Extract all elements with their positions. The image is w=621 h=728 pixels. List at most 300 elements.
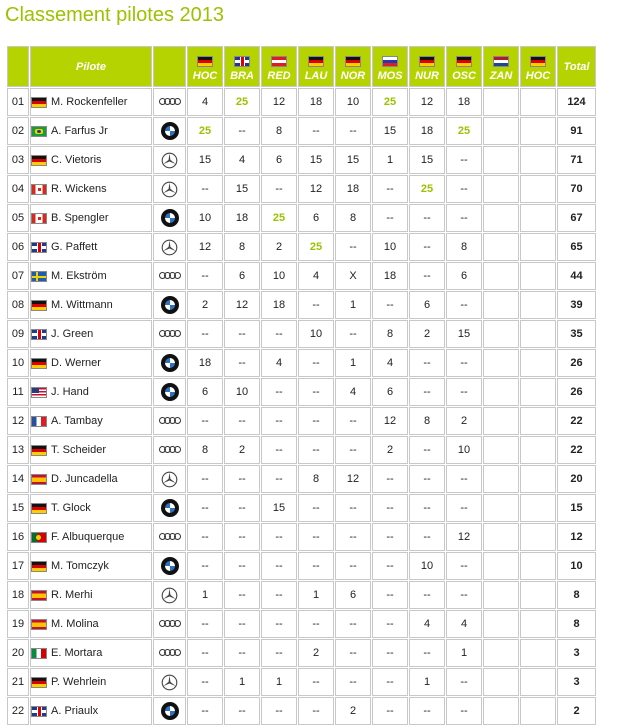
- result-cell: 15: [261, 494, 297, 522]
- result-cell: 2: [298, 639, 334, 667]
- pilote-name: T. Glock: [51, 502, 91, 514]
- result-cell: 12: [372, 407, 408, 435]
- result-cell: [483, 204, 519, 232]
- result-cell: --: [372, 697, 408, 725]
- result-cell: [483, 291, 519, 319]
- position-cell: 01: [7, 88, 29, 116]
- result-cell: --: [409, 523, 445, 551]
- result-cell: 2: [335, 697, 371, 725]
- result-cell: --: [298, 407, 334, 435]
- result-cell: 25: [261, 204, 297, 232]
- position-cell: 11: [7, 378, 29, 406]
- result-cell: --: [335, 494, 371, 522]
- pilote-name: J. Hand: [51, 386, 89, 398]
- result-cell: --: [298, 349, 334, 377]
- bmw-logo-icon: [161, 702, 179, 720]
- result-cell: 10: [409, 552, 445, 580]
- pilote-cell[interactable]: [30, 407, 152, 435]
- pilote-name: E. Mortara: [51, 647, 103, 659]
- total-cell: 26: [557, 349, 596, 377]
- result-cell: --: [224, 581, 260, 609]
- result-cell: --: [298, 436, 334, 464]
- result-cell: --: [187, 523, 223, 551]
- result-cell: X: [335, 262, 371, 290]
- result-cell: 25: [298, 233, 334, 261]
- pilote-cell[interactable]: [30, 494, 152, 522]
- flag-it-icon: [31, 648, 47, 659]
- result-cell: --: [224, 552, 260, 580]
- table-row[interactable]: [7, 639, 596, 667]
- bmw-logo-icon: [161, 296, 179, 314]
- result-cell: 25: [224, 88, 260, 116]
- result-cell: 8: [298, 465, 334, 493]
- result-cell: --: [261, 523, 297, 551]
- result-cell: 15: [187, 146, 223, 174]
- position-cell: 05: [7, 204, 29, 232]
- position-cell: 21: [7, 668, 29, 696]
- result-cell: 1: [409, 668, 445, 696]
- pilote-name: M. Rockenfeller: [51, 96, 128, 108]
- pilote-cell[interactable]: [30, 117, 152, 145]
- pilote-cell[interactable]: [30, 233, 152, 261]
- table-row[interactable]: [7, 320, 596, 348]
- table-row[interactable]: [7, 697, 596, 725]
- mercedes-logo-icon: [161, 587, 178, 604]
- result-cell: --: [446, 581, 482, 609]
- result-cell: 2: [224, 436, 260, 464]
- result-cell: [520, 436, 556, 464]
- table-row[interactable]: [7, 146, 596, 174]
- pilote-cell[interactable]: [30, 291, 152, 319]
- pilote-cell[interactable]: [30, 697, 152, 725]
- result-cell: 15: [372, 117, 408, 145]
- audi-logo-icon: [159, 330, 181, 338]
- flag-de-icon: [419, 56, 435, 67]
- pilote-cell[interactable]: [30, 610, 152, 638]
- table-row[interactable]: [7, 552, 596, 580]
- result-cell: --: [224, 407, 260, 435]
- result-cell: 18: [261, 291, 297, 319]
- flag-de-icon: [31, 445, 47, 456]
- result-cell: 1: [187, 581, 223, 609]
- result-cell: --: [335, 523, 371, 551]
- team-cell: [153, 610, 186, 638]
- result-cell: 15: [298, 146, 334, 174]
- race-code: LAU: [304, 70, 328, 82]
- result-cell: --: [224, 117, 260, 145]
- race-code: HOC: [192, 70, 218, 82]
- total-cell: 22: [557, 407, 596, 435]
- flag-pt-icon: [31, 532, 47, 543]
- total-cell: 20: [557, 465, 596, 493]
- result-cell: --: [409, 465, 445, 493]
- result-cell: [520, 117, 556, 145]
- result-cell: [520, 523, 556, 551]
- pilote-name: G. Paffett: [51, 241, 98, 253]
- position-cell: 17: [7, 552, 29, 580]
- table-row[interactable]: [7, 88, 596, 116]
- table-row[interactable]: [7, 204, 596, 232]
- result-cell: --: [187, 262, 223, 290]
- result-cell: [483, 349, 519, 377]
- flag-de-icon: [197, 56, 213, 67]
- audi-logo-icon: [159, 417, 181, 425]
- result-cell: --: [298, 378, 334, 406]
- team-cell: [153, 639, 186, 667]
- result-cell: 2: [372, 436, 408, 464]
- result-cell: --: [446, 175, 482, 203]
- result-cell: --: [224, 523, 260, 551]
- result-cell: [520, 378, 556, 406]
- position-cell: 13: [7, 436, 29, 464]
- result-cell: --: [446, 668, 482, 696]
- result-cell: 4: [446, 610, 482, 638]
- result-cell: [483, 117, 519, 145]
- result-cell: --: [335, 668, 371, 696]
- result-cell: [520, 465, 556, 493]
- result-cell: --: [335, 320, 371, 348]
- team-cell: [153, 349, 186, 377]
- result-cell: 15: [409, 146, 445, 174]
- total-cell: 26: [557, 378, 596, 406]
- position-cell: 15: [7, 494, 29, 522]
- result-cell: 6: [261, 146, 297, 174]
- table-row[interactable]: [7, 378, 596, 406]
- result-cell: 15: [335, 146, 371, 174]
- result-cell: --: [187, 552, 223, 580]
- pilote-name: D. Juncadella: [51, 473, 118, 485]
- result-cell: 10: [298, 320, 334, 348]
- flag-de-icon: [345, 56, 361, 67]
- flag-gb-icon: [31, 706, 47, 717]
- total-cell: 2: [557, 697, 596, 725]
- result-cell: 2: [187, 291, 223, 319]
- header-race-2[interactable]: [261, 46, 297, 87]
- team-cell: [153, 436, 186, 464]
- position-cell: 16: [7, 523, 29, 551]
- table-row[interactable]: [7, 610, 596, 638]
- table-row[interactable]: [7, 668, 596, 696]
- header-race-7[interactable]: [446, 46, 482, 87]
- result-cell: --: [224, 494, 260, 522]
- result-cell: --: [298, 697, 334, 725]
- flag-de-icon: [31, 358, 47, 369]
- pilote-name: C. Vietoris: [51, 154, 102, 166]
- pilote-name: F. Albuquerque: [51, 531, 125, 543]
- result-cell: 8: [446, 233, 482, 261]
- position-cell: 18: [7, 581, 29, 609]
- total-cell: 35: [557, 320, 596, 348]
- result-cell: [483, 465, 519, 493]
- header-race-3[interactable]: [298, 46, 334, 87]
- total-cell: 8: [557, 610, 596, 638]
- result-cell: [483, 262, 519, 290]
- result-cell: 8: [224, 233, 260, 261]
- result-cell: --: [261, 697, 297, 725]
- result-cell: [483, 233, 519, 261]
- pilote-name: D. Werner: [51, 357, 101, 369]
- table-row[interactable]: [7, 349, 596, 377]
- result-cell: 2: [446, 407, 482, 435]
- pilote-cell[interactable]: [30, 175, 152, 203]
- pilote-cell[interactable]: [30, 581, 152, 609]
- pilote-cell[interactable]: [30, 320, 152, 348]
- bmw-logo-icon: [161, 383, 179, 401]
- result-cell: 8: [409, 407, 445, 435]
- flag-de-icon: [530, 56, 546, 67]
- result-cell: 18: [446, 88, 482, 116]
- total-cell: 67: [557, 204, 596, 232]
- result-cell: 10: [372, 233, 408, 261]
- result-cell: --: [187, 494, 223, 522]
- result-cell: 8: [372, 320, 408, 348]
- result-cell: 12: [446, 523, 482, 551]
- result-cell: --: [335, 407, 371, 435]
- position-cell: 19: [7, 610, 29, 638]
- result-cell: [483, 552, 519, 580]
- audi-logo-icon: [159, 649, 181, 657]
- result-cell: --: [335, 436, 371, 464]
- total-cell: 44: [557, 262, 596, 290]
- result-cell: --: [446, 349, 482, 377]
- result-cell: [483, 175, 519, 203]
- mercedes-logo-icon: [161, 471, 178, 488]
- result-cell: 10: [261, 262, 297, 290]
- result-cell: --: [446, 552, 482, 580]
- flag-ru-icon: [382, 56, 398, 67]
- bmw-logo-icon: [161, 209, 179, 227]
- position-cell: 04: [7, 175, 29, 203]
- result-cell: --: [187, 465, 223, 493]
- result-cell: 6: [446, 262, 482, 290]
- team-cell: [153, 88, 186, 116]
- pilote-cell[interactable]: [30, 465, 152, 493]
- result-cell: --: [224, 349, 260, 377]
- result-cell: --: [372, 610, 408, 638]
- header-race-0[interactable]: [187, 46, 223, 87]
- flag-gb-icon: [31, 242, 47, 253]
- result-cell: [483, 320, 519, 348]
- result-cell: [483, 407, 519, 435]
- pilote-cell[interactable]: [30, 262, 152, 290]
- team-cell: [153, 668, 186, 696]
- total-cell: 3: [557, 668, 596, 696]
- header-race-8[interactable]: [483, 46, 519, 87]
- result-cell: 12: [224, 291, 260, 319]
- pilote-cell[interactable]: [30, 349, 152, 377]
- result-cell: 25: [409, 175, 445, 203]
- pilote-name: B. Spengler: [51, 212, 109, 224]
- flag-de-icon: [31, 677, 47, 688]
- header-pos: [7, 46, 29, 87]
- result-cell: --: [409, 436, 445, 464]
- result-cell: --: [298, 117, 334, 145]
- result-cell: --: [372, 552, 408, 580]
- result-cell: 6: [224, 262, 260, 290]
- result-cell: --: [372, 175, 408, 203]
- result-cell: [483, 88, 519, 116]
- result-cell: 18: [372, 262, 408, 290]
- team-cell: [153, 465, 186, 493]
- team-cell: [153, 262, 186, 290]
- result-cell: [520, 349, 556, 377]
- pilote-cell[interactable]: [30, 88, 152, 116]
- pilote-cell[interactable]: [30, 204, 152, 232]
- result-cell: --: [261, 320, 297, 348]
- result-cell: [520, 262, 556, 290]
- result-cell: --: [224, 697, 260, 725]
- result-cell: --: [335, 552, 371, 580]
- pilote-name: A. Farfus Jr: [51, 125, 108, 137]
- result-cell: --: [409, 697, 445, 725]
- table-row[interactable]: [7, 581, 596, 609]
- result-cell: 4: [187, 88, 223, 116]
- position-cell: 10: [7, 349, 29, 377]
- flag-de-icon: [31, 155, 47, 166]
- result-cell: --: [187, 668, 223, 696]
- result-cell: --: [446, 494, 482, 522]
- table-row[interactable]: [7, 262, 596, 290]
- result-cell: --: [409, 349, 445, 377]
- flag-de-icon: [31, 503, 47, 514]
- table-row[interactable]: [7, 291, 596, 319]
- flag-de-icon: [308, 56, 324, 67]
- result-cell: 4: [372, 349, 408, 377]
- result-cell: --: [261, 610, 297, 638]
- result-cell: --: [187, 639, 223, 667]
- header-race-6[interactable]: [409, 46, 445, 87]
- result-cell: 10: [335, 88, 371, 116]
- total-cell: 91: [557, 117, 596, 145]
- position-cell: 06: [7, 233, 29, 261]
- table-row[interactable]: [7, 465, 596, 493]
- result-cell: 4: [261, 349, 297, 377]
- table-row[interactable]: [7, 436, 596, 464]
- race-code: BRA: [230, 70, 254, 82]
- pilote-cell[interactable]: [30, 436, 152, 464]
- pilote-name: M. Molina: [51, 618, 99, 630]
- race-code: ZAN: [489, 70, 513, 82]
- result-cell: 25: [372, 88, 408, 116]
- total-cell: 10: [557, 552, 596, 580]
- result-cell: [520, 407, 556, 435]
- result-cell: 4: [224, 146, 260, 174]
- result-cell: [520, 494, 556, 522]
- result-cell: [520, 320, 556, 348]
- result-cell: 15: [224, 175, 260, 203]
- result-cell: --: [335, 610, 371, 638]
- header-race-4[interactable]: [335, 46, 371, 87]
- result-cell: 1: [298, 581, 334, 609]
- pilote-cell[interactable]: [30, 668, 152, 696]
- result-cell: --: [409, 581, 445, 609]
- result-cell: [520, 639, 556, 667]
- pilote-cell[interactable]: [30, 146, 152, 174]
- result-cell: --: [372, 291, 408, 319]
- result-cell: [520, 88, 556, 116]
- pilote-cell[interactable]: [30, 639, 152, 667]
- table-row[interactable]: [7, 407, 596, 435]
- header-total[interactable]: Total: [557, 46, 596, 87]
- result-cell: --: [187, 697, 223, 725]
- table-row[interactable]: [7, 117, 596, 145]
- flag-gb-icon: [234, 56, 250, 67]
- result-cell: --: [187, 175, 223, 203]
- result-cell: --: [224, 610, 260, 638]
- result-cell: 4: [298, 262, 334, 290]
- result-cell: --: [261, 175, 297, 203]
- result-cell: --: [261, 639, 297, 667]
- position-cell: 07: [7, 262, 29, 290]
- result-cell: [520, 204, 556, 232]
- pilote-name: P. Wehrlein: [51, 676, 107, 688]
- pilote-cell[interactable]: [30, 552, 152, 580]
- table-row[interactable]: [7, 494, 596, 522]
- standings-body: [7, 88, 596, 725]
- result-cell: [483, 494, 519, 522]
- result-cell: 10: [187, 204, 223, 232]
- result-cell: --: [409, 378, 445, 406]
- team-cell: [153, 523, 186, 551]
- result-cell: 1: [335, 349, 371, 377]
- result-cell: [520, 233, 556, 261]
- bmw-logo-icon: [161, 122, 179, 140]
- total-cell: 71: [557, 146, 596, 174]
- result-cell: [520, 668, 556, 696]
- result-cell: --: [446, 291, 482, 319]
- pilote-name: M. Wittmann: [51, 299, 113, 311]
- result-cell: 2: [261, 233, 297, 261]
- position-cell: 20: [7, 639, 29, 667]
- header-race-5[interactable]: [372, 46, 408, 87]
- result-cell: 12: [261, 88, 297, 116]
- position-cell: 03: [7, 146, 29, 174]
- pilote-name: A. Tambay: [51, 415, 103, 427]
- result-cell: --: [335, 639, 371, 667]
- table-row[interactable]: [7, 233, 596, 261]
- result-cell: 12: [298, 175, 334, 203]
- result-cell: [483, 668, 519, 696]
- result-cell: 2: [409, 320, 445, 348]
- result-cell: --: [261, 465, 297, 493]
- flag-br-icon: [31, 126, 47, 137]
- mercedes-logo-icon: [161, 181, 178, 198]
- result-cell: 10: [224, 378, 260, 406]
- result-cell: --: [224, 639, 260, 667]
- table-row[interactable]: [7, 175, 596, 203]
- result-cell: 6: [335, 581, 371, 609]
- position-cell: 08: [7, 291, 29, 319]
- table-header-row: [7, 46, 596, 87]
- team-cell: [153, 175, 186, 203]
- table-row[interactable]: [7, 523, 596, 551]
- result-cell: 1: [224, 668, 260, 696]
- result-cell: --: [261, 581, 297, 609]
- header-team: [153, 46, 186, 87]
- result-cell: --: [409, 639, 445, 667]
- header-race-1[interactable]: [224, 46, 260, 87]
- header-pilote[interactable]: Pilote: [30, 46, 152, 87]
- pilote-cell[interactable]: [30, 378, 152, 406]
- pilote-cell[interactable]: [30, 523, 152, 551]
- total-cell: 70: [557, 175, 596, 203]
- result-cell: --: [446, 146, 482, 174]
- result-cell: [483, 697, 519, 725]
- result-cell: --: [224, 465, 260, 493]
- header-race-9[interactable]: [520, 46, 556, 87]
- team-cell: [153, 378, 186, 406]
- total-cell: 15: [557, 494, 596, 522]
